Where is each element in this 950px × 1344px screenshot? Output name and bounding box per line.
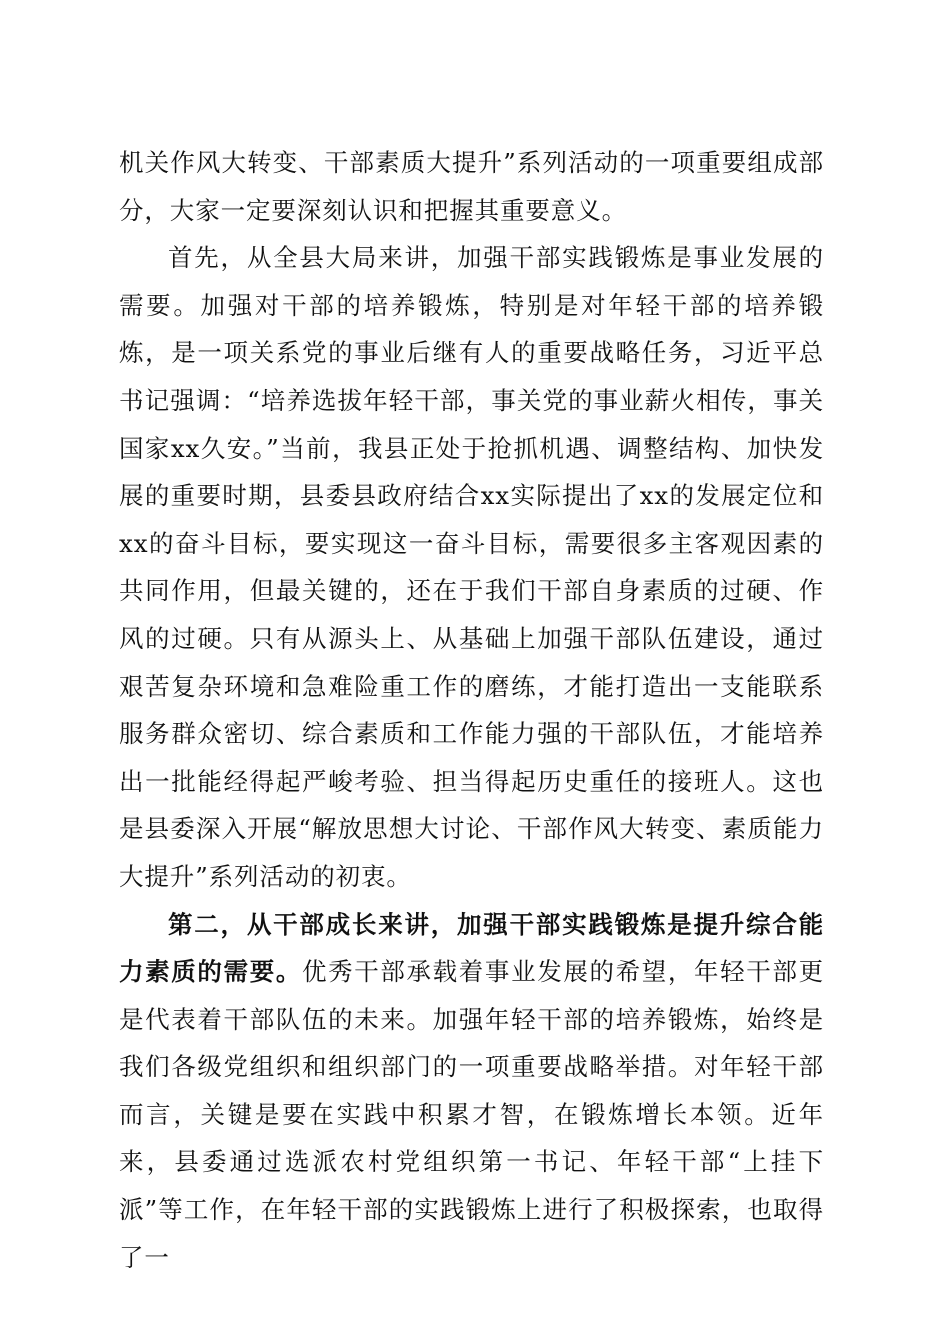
paragraph-second-point-body: 优秀干部承载着事业发展的希望，年轻干部更是代表着干部队伍的未来。加强年轻干部的培养锻炼，始终是我们各级党组织和组织部门的一项重要战略举措。对年轻干部而言，关键是要在实践中积累才智，在锻炼增长本领。近年来，县委通过选派农村党组织第一书记、年轻干部“上挂下派”等工作，在年轻干部的实践锻炼上进行了积极探索，也取得了一 bbox=[119, 957, 824, 1272]
paragraph-first-point: 首先，从全县大局来讲，加强干部实践锻炼是事业发展的需要。加强对干部的培养锻炼，特别是对年轻干部的培养锻炼，是一项关系党的事业后继有人的重要战略任务，习近平总书记强调：“培养选拔年轻干部，事关党的事业薪火相传，事关国家xx久安。”当前，我县正处于抢抓机遇、调整结构、加快发展的重要时期，县委县政府结合xx实际提出了xx的发展定位和xx的奋斗目标，要实现这一奋斗目标，需要很多主客观因素的共同作用，但最关键的，还在于我们干部自身素质的过硬、作风的过硬。只有从源头上、从基础上加强干部队伍建设，通过艰苦复杂环境和急难险重工作的磨练，才能打造出一支能联系服务群众密切、综合素质和工作能力强的干部队伍，才能培养出一批能经得起严峻考验、担当得起历史重任的接班人。这也是县委深入开展“解放思想大讨论、干部作风大转变、素质能力大提升”系列活动的初衷。 bbox=[119, 243, 824, 891]
document-body bbox=[119, 139, 824, 1281]
paragraph-continuation: 机关作风大转变、干部素质大提升”系列活动的一项重要组成部分，大家一定要深刻认识和把握其重要意义。 bbox=[119, 148, 824, 225]
paragraph-second-point bbox=[119, 901, 824, 1282]
paragraph-second-point-heading: 第二，从干部成长来讲，加强干部实践锻炼是提升综合能力素质的需要。 bbox=[119, 909, 824, 987]
